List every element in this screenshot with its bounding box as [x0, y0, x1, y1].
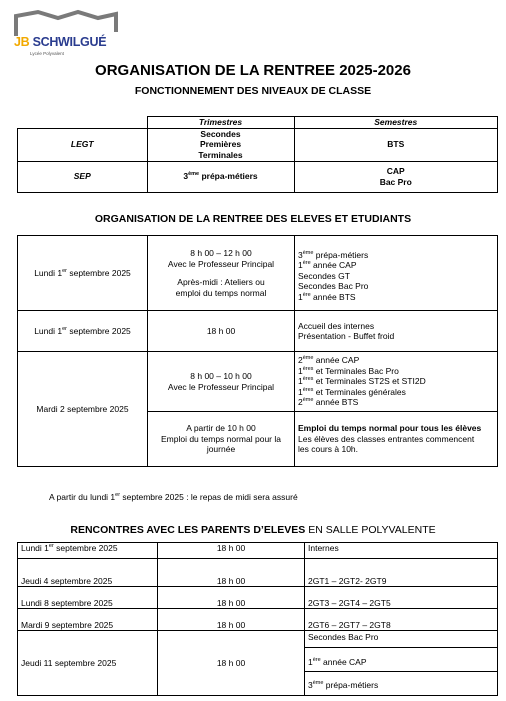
day-text: septembre 2025 [66, 325, 131, 336]
legt-trimestres [147, 128, 294, 161]
class-line: 2ème année BTS [298, 397, 359, 408]
trimestre-item: Premières [199, 139, 242, 150]
sep-rest: prépa-métiers [199, 171, 258, 182]
time-line: 8 h 00 – 10 h 00 [190, 371, 252, 381]
page-subtitle: FONCTIONNEMENT DES NIVEAUX DE CLASSE [134, 85, 372, 97]
sep-sup: ème [188, 171, 200, 178]
semestre-item: CAP [386, 166, 405, 176]
time-line: A partir de 10 h 00 [186, 423, 256, 434]
meeting-date: Lundi 1er septembre 2025 [18, 543, 158, 559]
header-semestres: Semestres [294, 117, 498, 129]
class-line: 1ères et Terminales Bac Pro [298, 365, 399, 376]
school-logo [12, 8, 122, 54]
rentree-day-2 [18, 311, 148, 352]
meeting-classes [305, 631, 498, 696]
rentree-table [17, 235, 498, 467]
class-line: Secondes Bac Pro [305, 631, 497, 648]
class-line: Secondes Bac Pro [298, 281, 369, 292]
meeting-date: Jeudi 4 septembre 2025 [18, 559, 158, 587]
time-line: Avec le Professeur Principal [167, 381, 275, 392]
row-label-legt: LEGT [18, 128, 148, 161]
class-line: 1ère année CAP [305, 648, 497, 673]
rentree-time-1 [148, 236, 295, 311]
meeting-date: Jeudi 11 septembre 2025 [18, 631, 158, 696]
class-line: 3ème prépa-métiers [308, 680, 379, 690]
time-line: 8 h 00 – 12 h 00 [190, 248, 252, 258]
sep-num: 3 [183, 171, 189, 182]
meetings-title-bold: RENCONTRES AVEC LES PARENTS D’ELEVES [70, 524, 306, 536]
rentree-time-4 [148, 412, 295, 467]
meeting-time: 18 h 00 [158, 543, 305, 559]
meeting-date: Lundi 8 septembre 2025 [18, 587, 158, 609]
section-meetings-title [0, 524, 506, 536]
header-trimestres: Trimestres [147, 117, 294, 129]
meetings-title-rest: EN SALLE POLYVALENTE [305, 524, 436, 536]
meeting-time: 18 h 00 [158, 631, 305, 696]
time-line: emploi du temps normal [175, 287, 267, 298]
note-text: septembre 2025 : le repas de midi sera assuré [120, 492, 298, 502]
meeting-time: 18 h 00 [158, 587, 305, 609]
section-rentree-title: ORGANISATION DE LA RENTREE DES ELEVES ET ETUDIANTS [94, 213, 412, 225]
meeting-classes: 2GT3 – 2GT4 – 2GT5 [305, 587, 498, 609]
class-line: 1ères et Terminales générales [298, 386, 406, 397]
logo-jb: JB [14, 35, 33, 49]
sep-trimestres [147, 161, 294, 192]
levels-empty-header [18, 117, 148, 129]
semestre-item: Bac Pro [379, 176, 412, 187]
logo-name: SCHWILGUÉ [32, 35, 107, 49]
day-sup: er [62, 325, 67, 332]
meeting-classes: Internes [305, 543, 498, 559]
time-line: Emploi du temps normal pour la [160, 433, 281, 444]
sep-semestres [294, 161, 498, 192]
note-sup: er [115, 492, 121, 499]
class-line: 1ères et Terminales ST2S et STI2D [298, 376, 426, 387]
info-line: Les élèves des classes entrantes commencent [298, 433, 475, 444]
logo-roof-icon [12, 8, 122, 38]
class-line: Secondes GT [298, 270, 350, 281]
info-line: Présentation - Buffet froid [298, 331, 395, 341]
rentree-day-1 [18, 236, 148, 311]
meeting-time: 18 h 00 [158, 609, 305, 631]
levels-table [17, 116, 498, 193]
rentree-day-3: Mardi 2 septembre 2025 [18, 352, 148, 467]
time-line: Avec le Professeur Principal [167, 258, 275, 269]
rentree-time-2: 18 h 00 [148, 311, 295, 352]
rentree-info-2 [295, 311, 498, 352]
meeting-date: Mardi 9 septembre 2025 [18, 609, 158, 631]
info-line: les cours à 10h. [298, 444, 359, 455]
logo-subtitle: Lycée Polyvalent [30, 51, 64, 56]
meeting-classes: 2GT1 – 2GT2- 2GT9 [305, 559, 498, 587]
trimestre-item: Secondes [200, 128, 241, 139]
day-text: septembre 2025 [66, 267, 131, 278]
time-line: Après-midi : Ateliers ou [177, 277, 265, 287]
rentree-time-3 [148, 352, 295, 412]
class-line: 1ère année CAP [298, 260, 357, 271]
note-text: A partir du lundi 1 [49, 492, 116, 502]
class-line: 3ème prépa-métiers [298, 249, 369, 260]
meeting-time: 18 h 00 [158, 559, 305, 587]
trimestre-item: Terminales [198, 149, 243, 160]
class-line: 1ère année BTS [298, 291, 356, 302]
meeting-classes: 2GT6 – 2GT7 – 2GT8 [305, 609, 498, 631]
rentree-classes-3 [295, 352, 498, 412]
class-line: 2ème année CAP [298, 355, 360, 366]
time-line: journée [206, 444, 236, 455]
legt-semestres: BTS [294, 128, 498, 161]
info-line: Accueil des internes [298, 320, 375, 331]
rentree-info-4 [295, 412, 498, 467]
page-title: ORGANISATION DE LA RENTREE 2025-2026 [95, 62, 411, 79]
day-sup: er [62, 267, 67, 274]
row-label-sep: SEP [18, 161, 148, 192]
logo-wordmark [14, 35, 106, 49]
day-text: Lundi 1 [34, 325, 63, 336]
info-line: Emploi du temps normal pour tous les élèves [298, 423, 482, 434]
meal-note [49, 492, 298, 502]
day-text: Lundi 1 [34, 267, 63, 278]
meetings-table [17, 542, 498, 696]
rentree-classes-1 [295, 236, 498, 311]
